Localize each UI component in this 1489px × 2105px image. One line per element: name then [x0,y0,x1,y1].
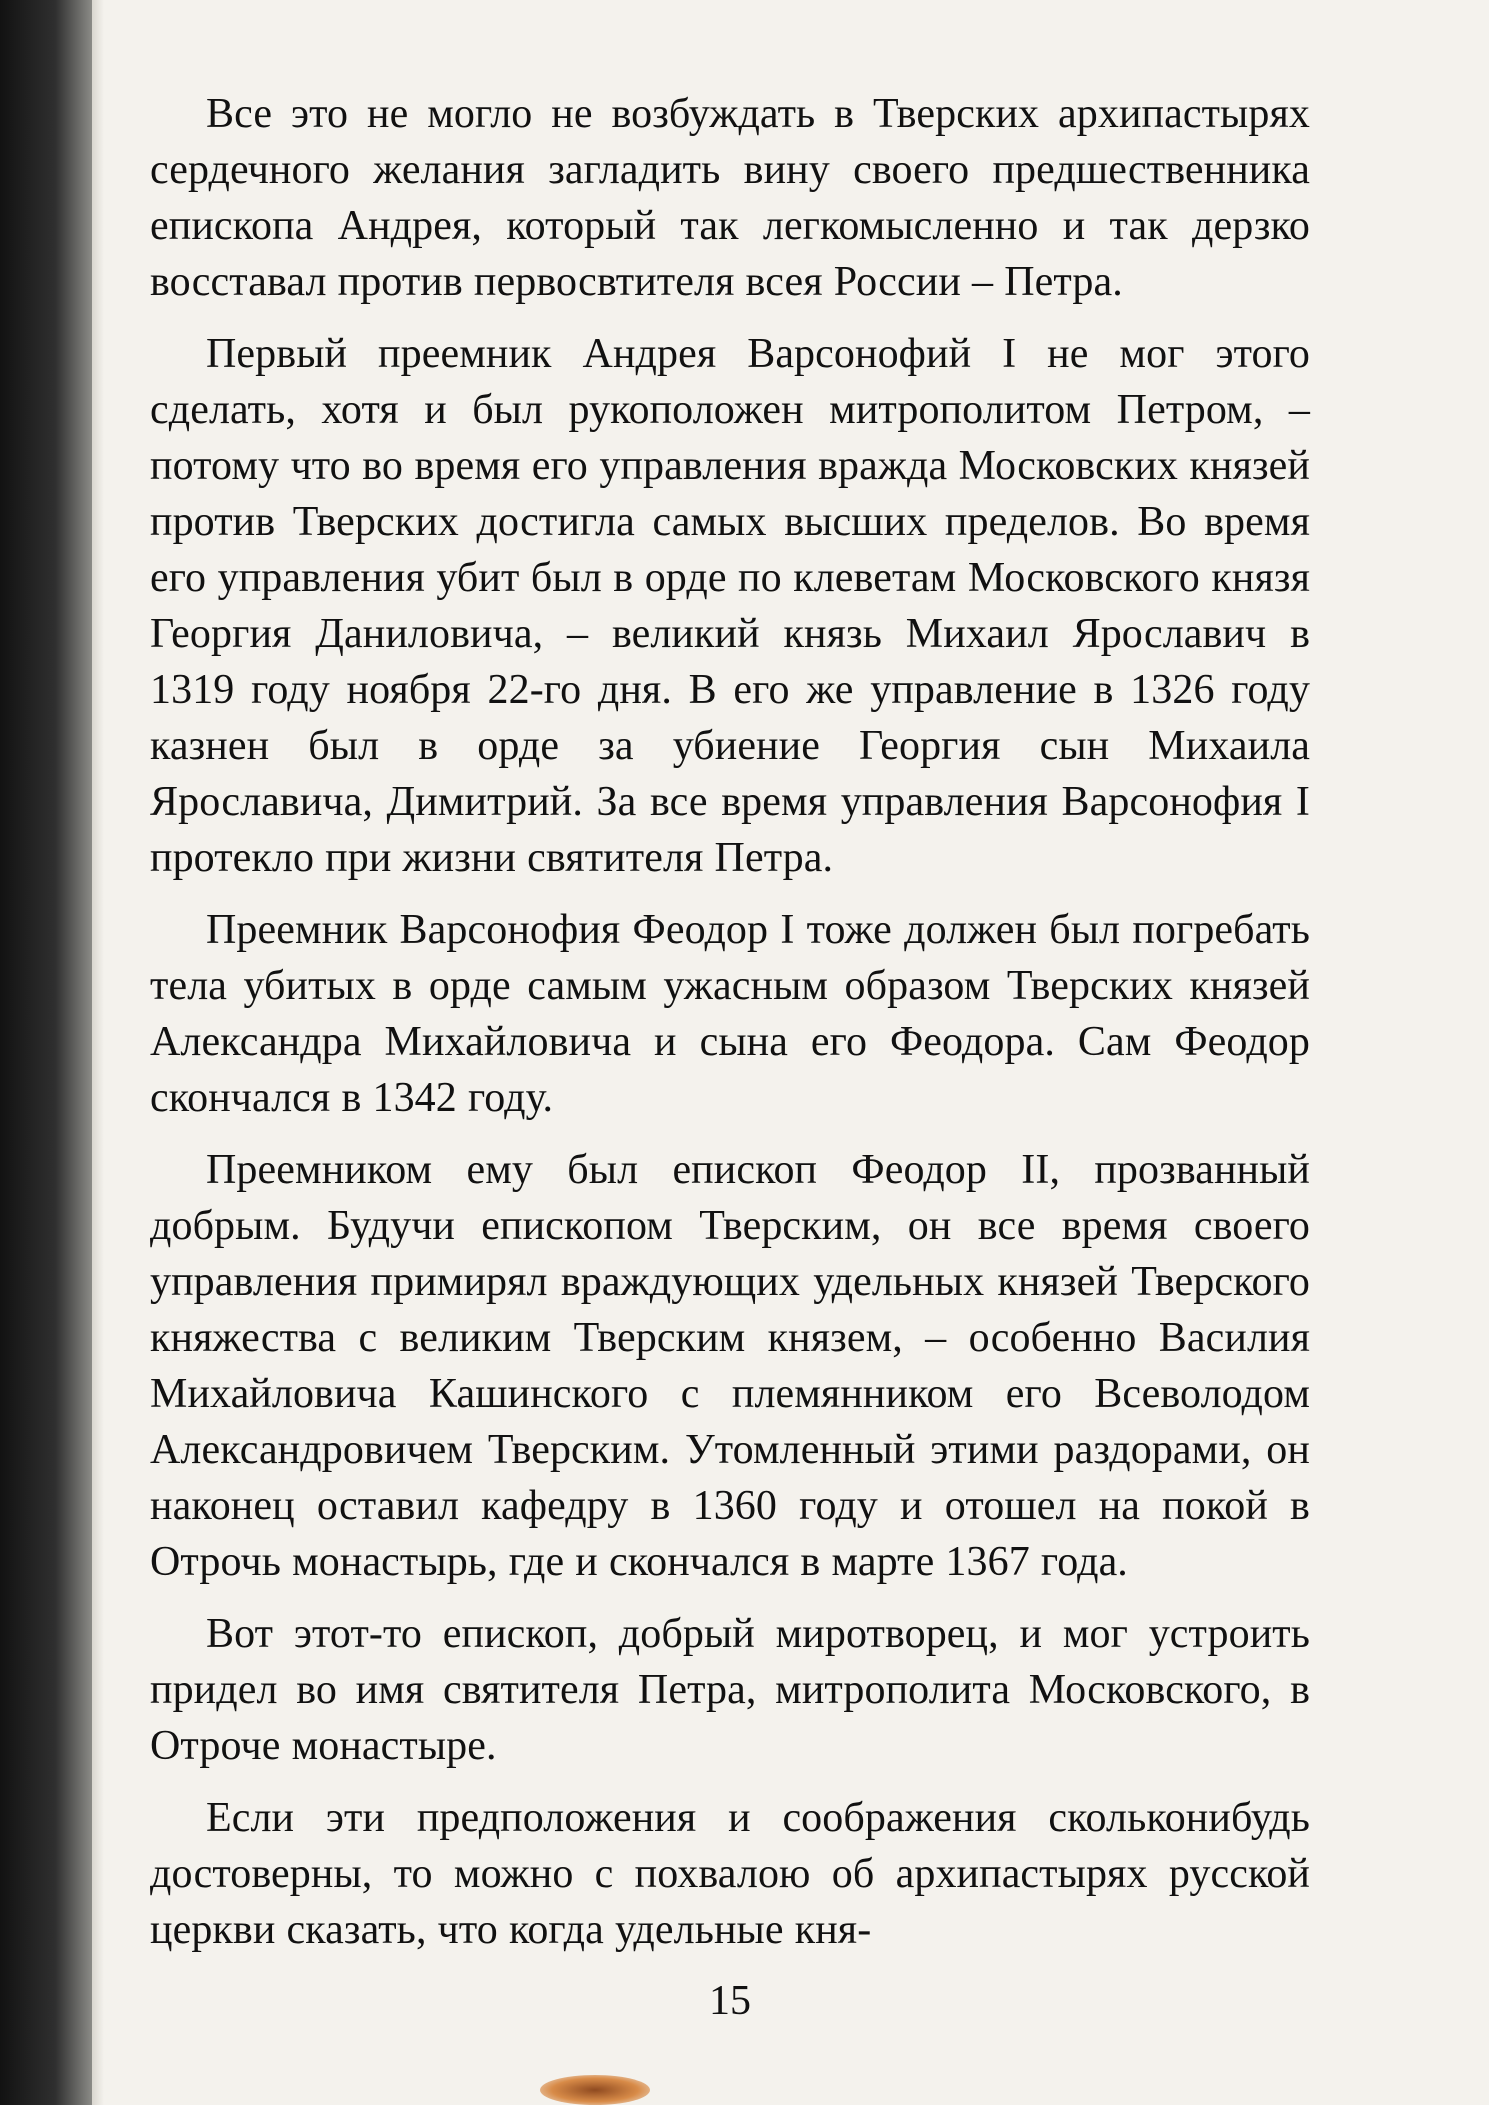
finger-mark [540,2075,650,2105]
paragraph-2: Первый преемник Андрея Варсонофий I не мог этого сделать, хотя и был рукоположен митрополитом Петром, – потому что во время его управления вражда Московских князей против Тверских достигла самых высших пределов. Во время его управления убит был в орде по клеветам Московского князя Георгия Даниловича, – великий князь Михаил Ярославич в 1319 году ноября 22-го дня. В его же управление в 1326 году казнен был в орде за убиение Георгия сын Михаила Ярославича, Димитрий. За все время управления Варсонофия I протекло при жизни святителя Петра. [150,331,1310,881]
paragraph-3: Преемник Варсонофия Феодор I тоже должен был погребать тела убитых в орде самым ужасным образом Тверских князей Александра Михайловича и сына его Феодора. Сам Феодор скончался в 1342 году. [150,907,1310,1121]
paragraph-4: Преемником ему был епископ Феодор II, прозванный добрым. Будучи епископом Тверским, он все время своего управления примирял враждующих удельных князей Тверского княжества с великим Тверским князем, – особенно Василия Михайловича Кашинского с племянником его Всеволодом Александровичем Тверским. Утомленный этими раздорами, он наконец оставил кафедру в 1360 году и отошел на покой в Отрочь монастырь, где и скончался в марте 1367 года. [150,1147,1310,1585]
page-number: 15 [709,1978,751,2024]
book-page [150,86,1310,2036]
paragraph-5: Вот этот-то епископ, добрый миротворец, и мог устроить придел во имя святителя Петра, митрополита Московского, в Отроче монастыре. [150,1611,1310,1769]
paragraph-1: Все это не могло не возбуждать в Тверских архипастырях сердечного желания загладить вину своего предшественника епископа Андрея, который так легкомысленно и так дерзко восставал против первосвтителя всея России – Петра. [150,91,1310,305]
paragraph-6: Если эти предположения и соображения скольконибудь достоверны, то можно с похвалою об архипастырях русской церкви сказать, что когда удельные кня- [150,1795,1310,1953]
page-edge [92,0,104,2105]
book-spine-shadow [0,0,92,2105]
